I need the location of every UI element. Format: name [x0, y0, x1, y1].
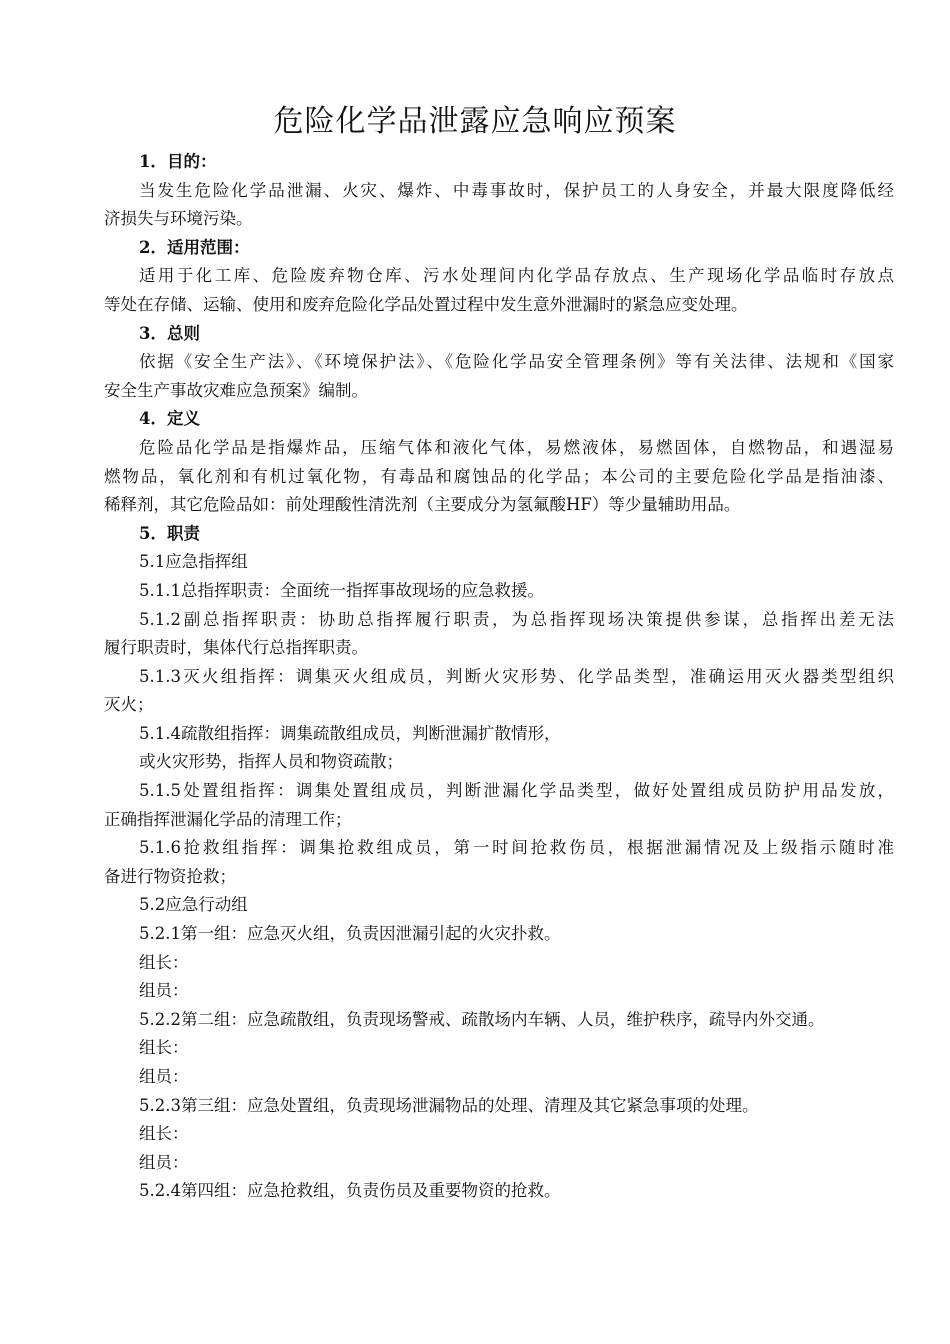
paragraph-line: 危险品化学品是指爆炸品，压缩气体和液化气体，易燃液体，易燃固体，自燃物品，和遇湿易: [139, 437, 894, 457]
section-heading-general: 3．总则: [139, 323, 200, 343]
paragraph-line: 5.2.1第一组：应急灭火组，负责因泄漏引起的火灾扑救。: [139, 924, 561, 944]
paragraph-line: 5.1.1总指挥职责：全面统一指挥事故现场的应急救援。: [139, 580, 544, 600]
paragraph-line: 履行职责时，集体代行总指挥职责。: [104, 638, 368, 658]
paragraph-line: 5.1.2副总指挥职责：协助总指挥履行职责，为总指挥现场决策提供参谋，总指挥出差无法: [139, 609, 894, 629]
group-members-label: 组员：: [139, 1067, 189, 1086]
group-leader-label: 组长：: [139, 1124, 189, 1144]
paragraph-line: 稀释剂，其它危险品如：前处理酸性清洗剂（主要成分为氢氟酸HF）等少量辅助用品。: [104, 495, 741, 515]
group-leader-label: 组长：: [139, 952, 189, 972]
paragraph-line: 正确指挥泄漏化学品的清理工作；: [104, 809, 352, 829]
paragraph-line: 济损失与环境污染。: [104, 209, 253, 229]
section-heading-definition: 4．定义: [139, 409, 200, 429]
paragraph-line: 5.1.5处置组指挥：调集处置组成员，判断泄漏化学品类型，做好处置组成员防护用品发放，: [139, 781, 894, 801]
paragraph-line: 适用于化工库、危险废弃物仓库、污水处理间内化学品存放点、生产现场化学品临时存放点: [139, 266, 894, 286]
paragraph-line: 5.1.4疏散组指挥：调集疏散组成员，判断泄漏扩散情形，: [139, 723, 561, 743]
paragraph-line: 依据《安全生产法》、《环境保护法》、《危险化学品安全管理条例》等有关法律、法规和《国家: [139, 352, 894, 372]
group-members-label: 组员：: [139, 1152, 189, 1172]
paragraph-line: 备进行物资抢救；: [104, 866, 236, 886]
paragraph-line: 5.1.3灭火组指挥：调集灭火组成员，判断火灾形势、化学品类型，准确运用灭火器类型组织: [139, 666, 894, 686]
paragraph-line: 等处在存储、运输、使用和废弃危险化学品处置过程中发生意外泄漏时的紧急应变处理。: [104, 294, 748, 314]
subsection-heading: 5.1应急指挥组: [139, 552, 248, 572]
section-heading-scope: 2．适用范围：: [139, 237, 250, 257]
paragraph-line: 5.2.4第四组：应急抢救组，负责伤员及重要物资的抢救。: [139, 1181, 561, 1201]
paragraph-line: 安全生产事故灾难应急预案》编制。: [104, 380, 368, 400]
document-title: 危险化学品泄露应急响应预案: [273, 104, 677, 139]
paragraph-line: 灭火；: [104, 695, 154, 715]
paragraph-line: 5.2.2第二组：应急疏散组，负责现场警戒、疏散场内车辆、人员，维护秩序，疏导内外交通。: [139, 1009, 825, 1029]
group-leader-label: 组长：: [139, 1038, 189, 1058]
group-members-label: 组员：: [139, 981, 189, 1001]
document-body: [104, 148, 894, 1206]
paragraph-line: 燃物品，氧化剂和有机过氧化物，有毒品和腐蚀品的化学品；本公司的主要危险化学品是指油漆、: [104, 466, 894, 486]
paragraph-line: 或火灾形势，指挥人员和物资疏散；: [139, 752, 403, 772]
paragraph-line: 当发生危险化学品泄漏、火灾、爆炸、中毒事故时，保护员工的人身安全，并最大限度降低经: [139, 180, 894, 200]
section-heading-responsibilities: 5．职责: [139, 523, 200, 543]
subsection-heading: 5.2应急行动组: [139, 895, 248, 915]
section-heading-purpose: 1．目的：: [139, 152, 217, 171]
paragraph-line: 5.2.3第三组：应急处置组，负责现场泄漏物品的处理、清理及其它紧急事项的处理。: [139, 1095, 759, 1115]
paragraph-line: 5.1.6抢救组指挥：调集抢救组成员，第一时间抢救伤员，根据泄漏情况及上级指示随时准: [139, 838, 894, 858]
